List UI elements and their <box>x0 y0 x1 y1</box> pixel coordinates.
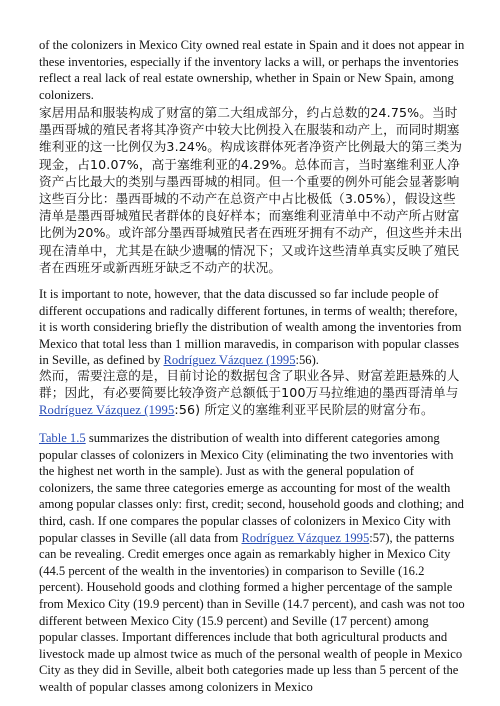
paragraph-chinese-1 <box>39 104 465 276</box>
paragraph-english-2 <box>39 286 465 369</box>
paragraph-text: It is important to note, however, that the data discussed so far include people of different occupations and radically different fortunes, in terms of wealth; therefore, it is worth considering briefly the distribution of wealth among the inventories from Mexico that total less than 1 million maravedis, in comparison with popular classes in Seville, as defined by <box>39 287 462 368</box>
paragraph-chinese-2 <box>39 367 465 420</box>
paragraph-text: summarizes the distribution of wealth into different categories among popular classes of colonizers in Mexico City (eliminating the two inventories with the highest net worth in the sample). Just as with the general population of colonizers, the same three categories emerge as accounting for most of the wealth among popular classes only: first, credit; second, household goods and clothing; and third, cash. If one compares the popular classes of colonizers in Mexico City with popular classes in Seville (all data from <box>39 431 464 545</box>
citation-link-year[interactable]: 1995 <box>270 353 296 368</box>
citation-link-rodriguez-vazquez[interactable]: Rodríguez Vázquez ( <box>163 353 271 368</box>
citation-page: :56). <box>295 353 319 368</box>
table-reference-link[interactable]: Table 1.5 <box>39 431 86 445</box>
paragraph-text-end: :56) 所定义的塞维利亚平民阶层的财富分布。 <box>174 402 434 418</box>
paragraph-text: of the colonizers in Mexico City owned real estate in Spain and it does not appear in these inventories, especially if the inventory lacks a will, or perhaps the inventories reflect a real lack of real estate ownership, whether in Spain or New Spain, among colonizers. <box>39 38 465 102</box>
citation-link-rodriguez-vazquez[interactable]: Rodríguez Vázquez 1995 <box>241 530 370 545</box>
paragraph-english-3 <box>39 430 465 696</box>
paragraph-text: 家居用品和服装构成了财富的第二大组成部分，约占总数的24.75%。当时墨西哥城的殖民者将其净资产中较大比例投入在服装和动产上，而同时期塞维利亚的这一比例仅为3.24%。构成该群体死者净资产比例最大的第三类为现金，占10.07%，高于塞维利亚的4.29%。总体而言，当时塞维利亚人净资产占比最大的类别与墨西哥城的相同。但一个重要的例外可能会显著影响这些百分比：墨西哥城的不动产在总资产中占比极低（3.05%），假设这些清单是墨西哥城殖民者群体的良好样本；而塞维利亚清单中不动产所占财富比例为20%。或许部分墨西哥城殖民者在西班牙拥有不动产，但这些并未出现在清单中，尤其是在缺少遗嘱的情况下；又或许这些清单真实反映了殖民者在西班牙或新西班牙缺乏不动产的状况。 <box>39 105 463 275</box>
citation-link-rodriguez-vazquez[interactable]: Rodríguez Vázquez (1995 <box>39 403 175 418</box>
paragraph-text-end: :57), the patterns can be revealing. Credit emerges once again as remarkably higher in Mexico City (44.5 percent of the wealth in the inventories) in comparison to Seville (16.2 percent). Household goods and clothing formed a higher percentage of the sample from Mexico City (19.9 percent) than in Seville (14.7 percent), and cash was not too different between Mexico City (15.9 percent) and Seville (17 percent) among popular classes. Important differences include that both agricultural products and livestock made up almost twice as much of the personal wealth of people in Mexico City as they did in Seville, albeit both categories made up less than 5 percent of the wealth of popular classes among colonizers in Mexico <box>39 530 465 694</box>
paragraph-english-1 <box>39 37 465 103</box>
paragraph-text: 然而，需要注意的是，目前讨论的数据包含了职业各异、财富差距悬殊的人群；因此，有必要简要比较净资产总额低于100万马拉维迪的墨西哥清单与 <box>39 368 460 401</box>
